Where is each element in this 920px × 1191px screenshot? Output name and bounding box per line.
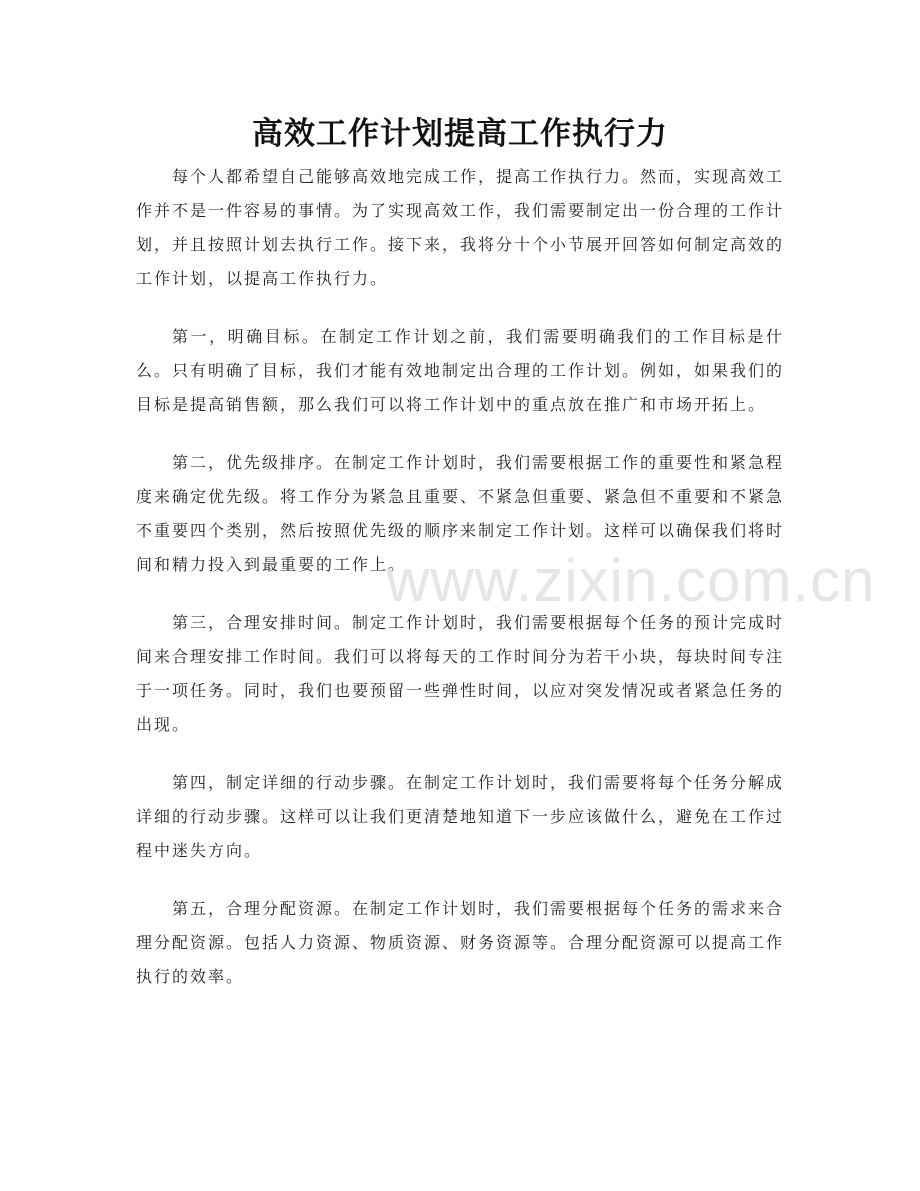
paragraph-intro: 每个人都希望自己能够高效地完成工作，提高工作执行力。然而，实现高效工作并不是一件容易的事情。为了实现高效工作，我们需要制定出一份合理的工作计划，并且按照计划去执行工作。接下来，我将分十个小节展开回答如何制定高效的工作计划，以提高工作执行力。	[136, 167, 785, 288]
page-title: 高效工作计划提高工作执行力	[252, 116, 668, 152]
watermark: www.zixin.com.cn	[386, 547, 876, 614]
document-body	[136, 160, 784, 1018]
paragraph-section-2: 第二，优先级排序。在制定工作计划时，我们需要根据工作的重要性和紧急程度来确定优先级。将工作分为紧急且重要、不紧急但重要、紧急但不重要和不紧急不重要四个类别，然后按照优先级的顺序来制定工作计划。这样可以确保我们将时间和精力投入到最重要的工作上。	[136, 453, 785, 574]
paragraph-section-5: 第五，合理分配资源。在制定工作计划时，我们需要根据每个任务的需求来合理分配资源。包括人力资源、物质资源、财务资源等。合理分配资源可以提高工作执行的效率。	[136, 899, 785, 986]
paragraph-section-4: 第四，制定详细的行动步骤。在制定工作计划时，我们需要将每个任务分解成详细的行动步骤。这样可以让我们更清楚地知道下一步应该做什么，避免在工作过程中迷失方向。	[136, 773, 785, 860]
paragraph-section-1: 第一，明确目标。在制定工作计划之前，我们需要明确我们的工作目标是什么。只有明确了目标，我们才能有效地制定出合理的工作计划。例如，如果我们的目标是提高销售额，那么我们可以将工作计划中的重点放在推广和市场开拓上。	[136, 327, 785, 414]
paragraph-section-3: 第三，合理安排时间。制定工作计划时，我们需要根据每个任务的预计完成时间来合理安排工作时间。我们可以将每天的工作时间分为若干小块，每块时间专注于一项任务。同时，我们也要预留一些弹性时间，以应对突发情况或者紧急任务的出现。	[136, 613, 785, 734]
